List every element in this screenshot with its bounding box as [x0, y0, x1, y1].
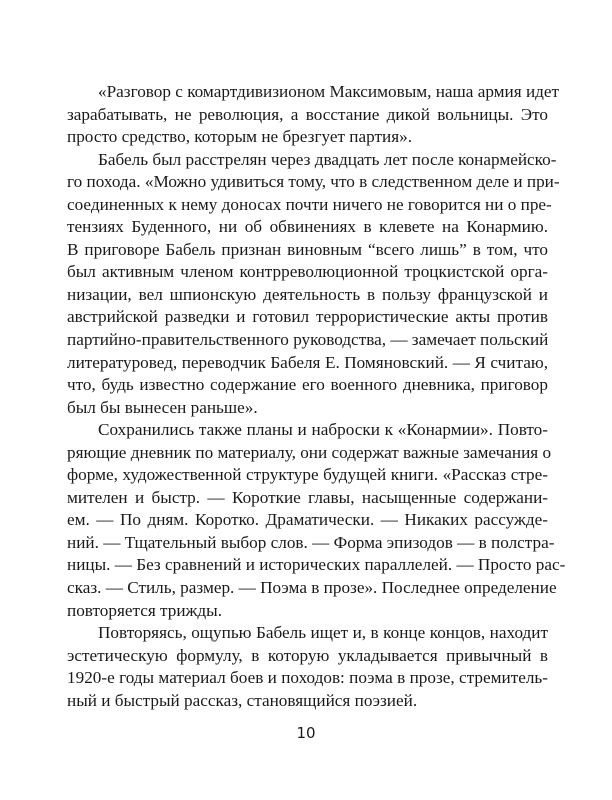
paragraph-3 — [67, 419, 566, 622]
text-line: был бы вынесен раньше». — [67, 397, 258, 417]
text-line: Сохранились также планы и наброски к «Конармии». Повто- — [98, 420, 548, 440]
text-line: повторяется трижды. — [67, 600, 223, 620]
text-line: ный и быстрый рассказ, становящийся поэзией. — [67, 690, 418, 710]
text-line: ний. — Тщательный выбор слов. — Форма эпизодов — в полстра- — [67, 532, 555, 552]
text-line: австрийской разведки и готовил террористические акты против — [67, 307, 548, 327]
page-body — [67, 81, 566, 712]
text-line: зарабатывать, не революция, а восстание дикой вольницы. Это — [67, 104, 548, 124]
text-line: мителен и быстр. — Короткие главы, насыщенные содержани- — [67, 487, 548, 507]
paragraph-1 — [67, 81, 560, 149]
text-line: ницы. — Без сравнений и исторических параллелей. — Просто рас- — [67, 555, 566, 575]
text-line: просто средство, которым не брезгует партия». — [67, 127, 412, 147]
text-line: литературовед, переводчик Бабеля Е. Помяновский. — Я считаю, — [67, 352, 548, 372]
text-line: Бабель был расстрелян через двадцать лет после конармейско- — [98, 149, 557, 169]
text-line: ряющие дневник по материалу, они содержат важные замечания о — [67, 442, 552, 462]
text-line: го похода. «Можно удивиться тому, что в следственном деле и при- — [67, 172, 560, 192]
text-line: низации, вел шпионскую деятельность в пользу французской и — [67, 284, 548, 304]
text-line: «Разговор с комартдивизионом Максимовым, наша армия идет — [98, 82, 560, 101]
text-line: партийно-правительственного руководства, — замечает польский — [67, 330, 549, 350]
text-line: ем. — По дням. Коротко. Драматически. — Никаких рассужде- — [67, 510, 548, 530]
page-number: 10 — [296, 724, 316, 742]
text-line: 1920-е годы материал боев и походов: поэма в прозе, стремитель- — [67, 668, 548, 688]
paragraph-4 — [67, 622, 548, 712]
text-line: тензиях Буденного, ни об обвинениях в клевете на Конармию. — [67, 217, 548, 237]
paragraph-2 — [67, 149, 560, 420]
text-line: был активным членом контрреволюционной троцкистской орга- — [67, 262, 548, 282]
text-line: В приговоре Бабель признан виновным “всего лишь” в том, что — [67, 239, 548, 259]
text-line: форме, художественной структуре будущей книги. «Рассказ стре- — [67, 465, 548, 485]
text-line: соединенных к нему доносах почти ничего не говорится ни о пре- — [67, 194, 552, 214]
text-line: что, будь известно содержание его военного дневника, приговор — [67, 375, 548, 395]
text-line: эстетическую формулу, в которую укладывается привычный в — [67, 645, 548, 665]
text-line: Повторяясь, ощупью Бабель ищет и, в конце концов, находит — [98, 623, 548, 643]
text-line: сказ. — Стиль, размер. — Поэма в прозе». Последнее определение — [67, 578, 557, 598]
